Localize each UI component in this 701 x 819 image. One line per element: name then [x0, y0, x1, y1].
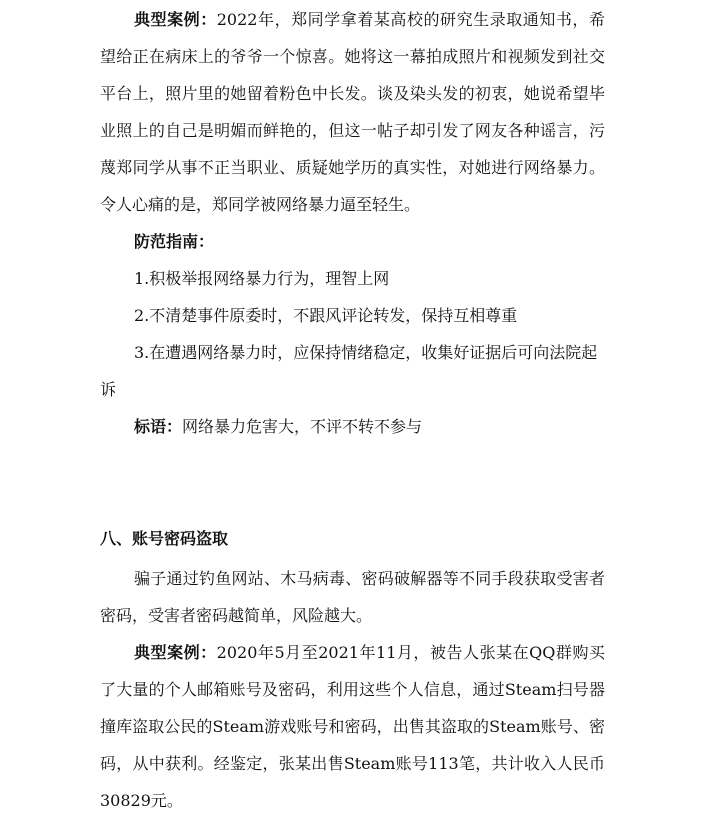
guide-item-2: 2.不清楚事件原委时，不跟风评论转发，保持互相尊重	[134, 306, 518, 325]
guide-item-1: 1.积极举报网络暴力行为，理智上网	[134, 269, 390, 288]
case-label: 典型案例：	[134, 10, 217, 29]
case-paragraph-cyberbullying	[100, 1, 605, 223]
guide-label: 防范指南：	[134, 232, 215, 251]
slogan-label: 标语：	[134, 417, 183, 436]
case-text: 2020年5月至2021年11月，被告人张某在QQ群购买了大量的个人邮箱账号及密码，利用这些个人信息，通过Steam扫号器撞库盗取公民的Steam游戏账号和密码，出售其盗取的Steam账号、密码，从中获利。经鉴定，张某出售Steam账号113笔，共计收入人民币30829元。	[100, 643, 605, 810]
case-label: 典型案例：	[134, 643, 217, 662]
slogan-paragraph	[100, 408, 605, 445]
slogan-text: 网络暴力危害大，不评不转不参与	[182, 417, 423, 436]
guide-item-3: 3.在遭遇网络暴力时，应保持情绪稳定，收集好证据后可向法院起诉	[100, 343, 598, 399]
case-text: 2022年，郑同学拿着某高校的研究生录取通知书，希望给正在病床上的爷爷一个惊喜。她将这一幕拍成照片和视频发到社交平台上，照片里的她留着粉色中长发。谈及染头发的初衷，她说希望毕业照上的自己是明媚而鲜艳的，但这一帖子却引发了网友各种谣言，污蔑郑同学从事不正当职业、质疑她学历的真实性，对她进行网络暴力。令人心痛的是，郑同学被网络暴力逼至轻生。	[100, 10, 605, 214]
section-heading: 八、账号密码盗取	[100, 529, 229, 548]
case-paragraph-account-theft	[100, 634, 605, 819]
section-intro: 骗子通过钓鱼网站、木马病毒、密码破解器等不同手段获取受害者密码，受害者密码越简单，风险越大。	[100, 569, 605, 625]
